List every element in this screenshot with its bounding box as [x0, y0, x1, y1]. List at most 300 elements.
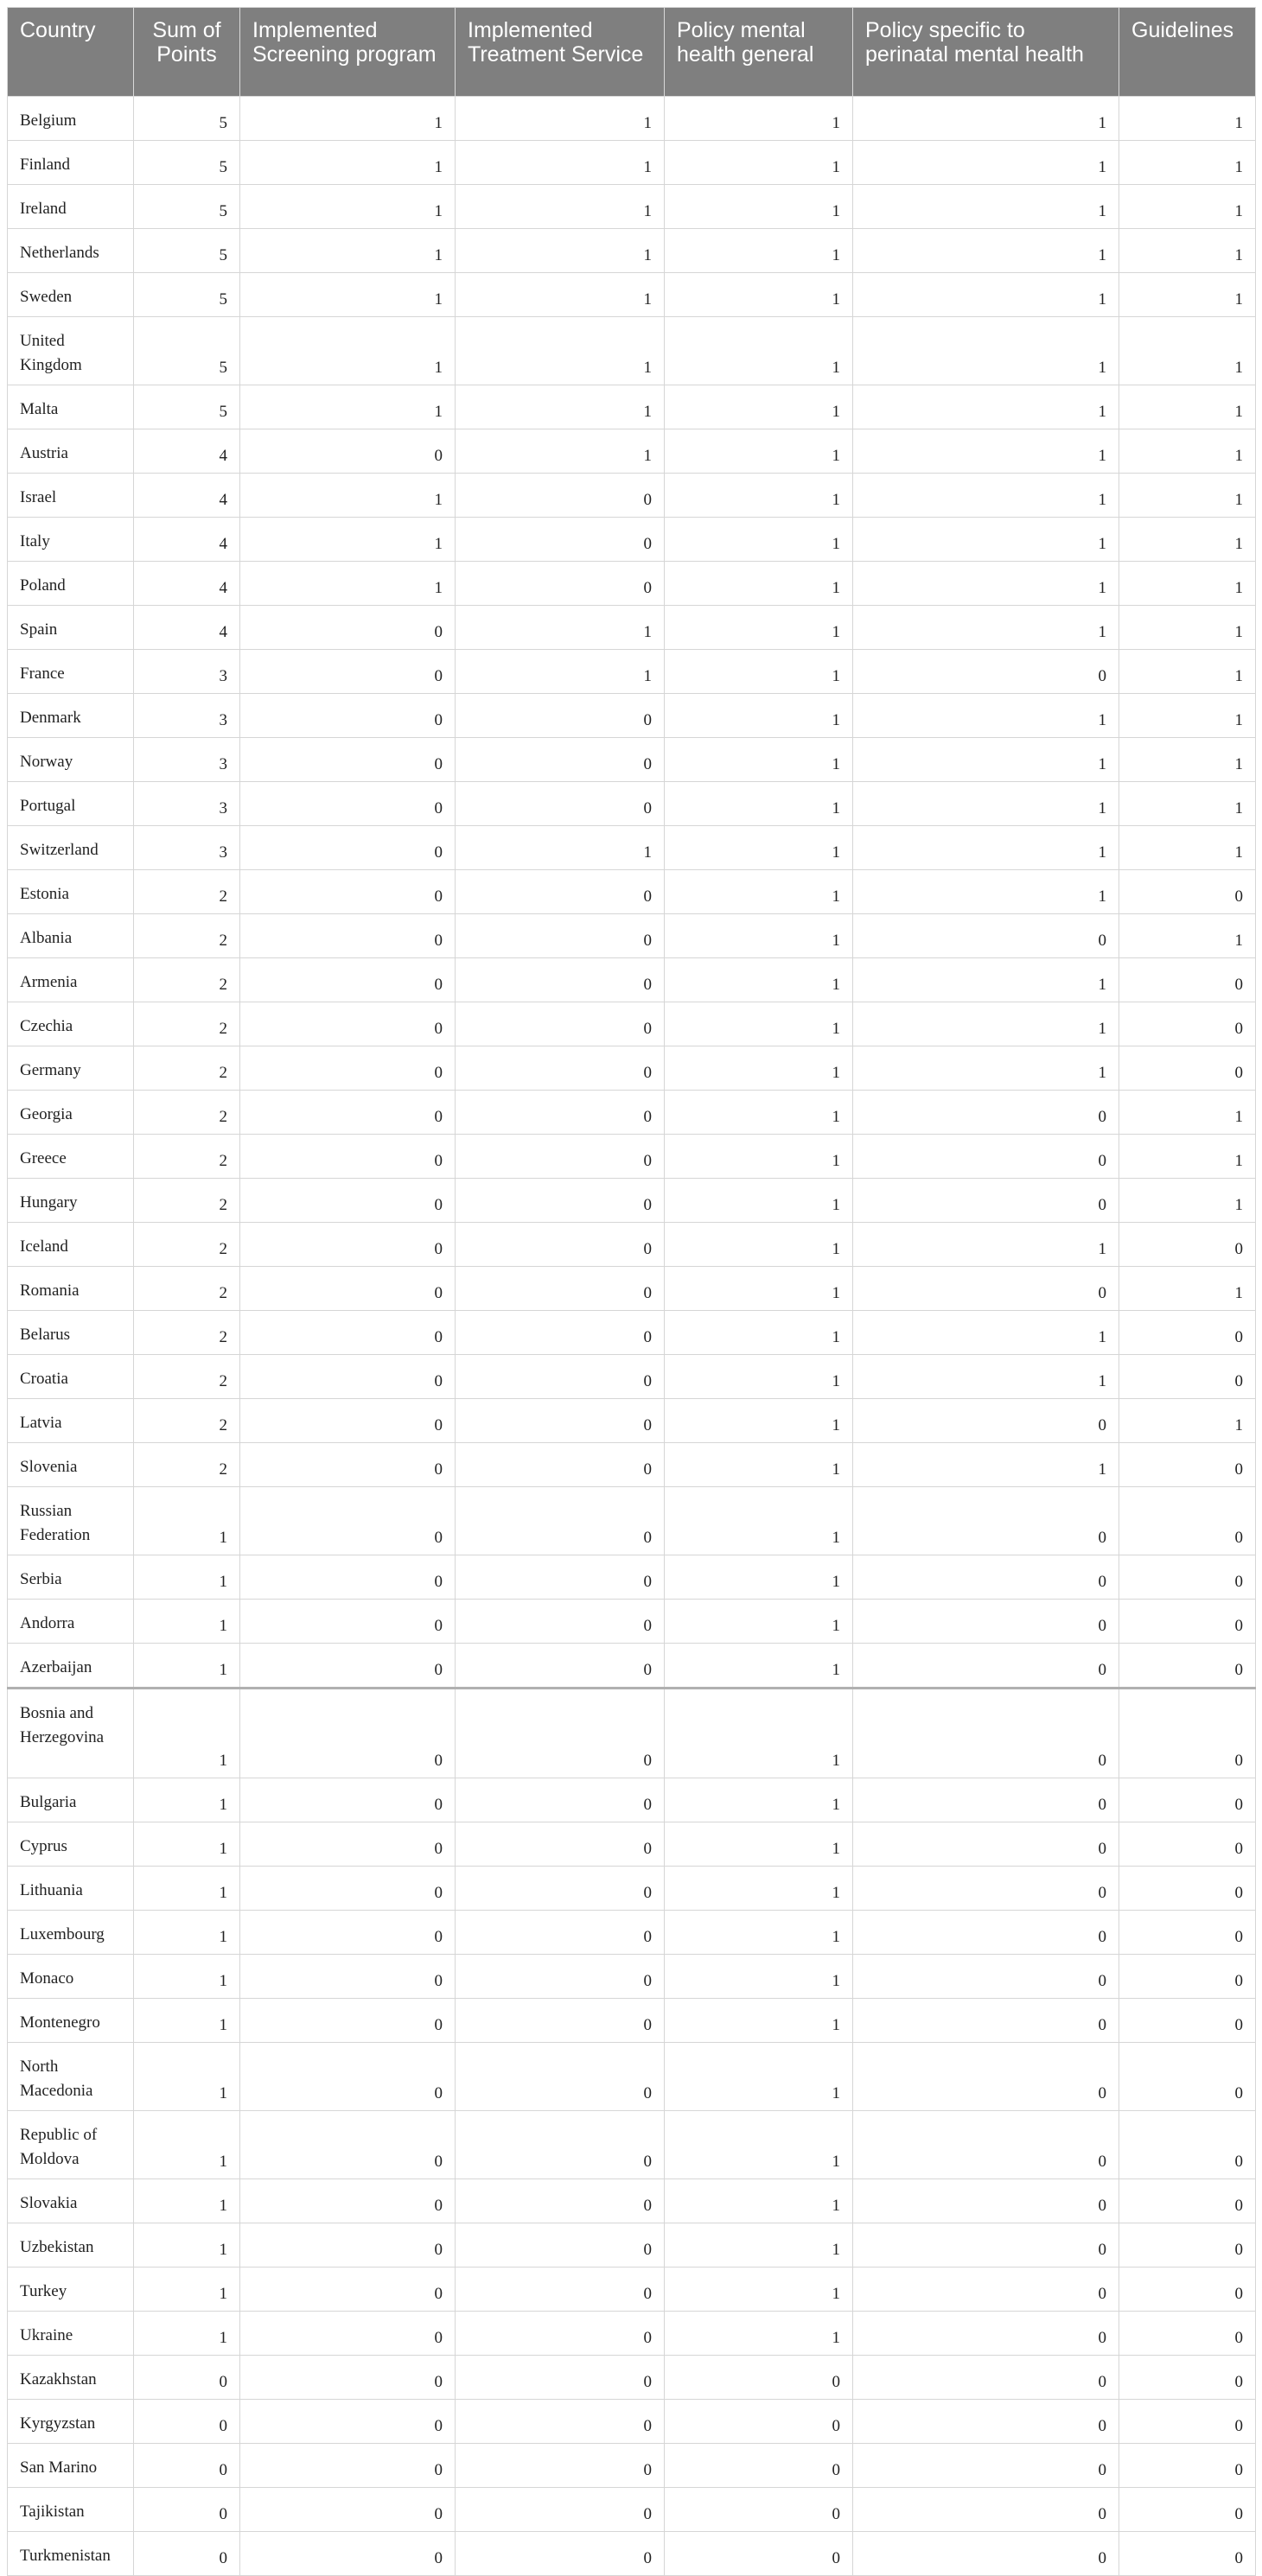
country-cell: Estonia — [8, 870, 134, 914]
policy-perinatal-cell: 0 — [853, 1091, 1119, 1135]
perinatal-mental-health-table — [7, 7, 1256, 2576]
policy-perinatal-cell: 0 — [853, 1135, 1119, 1179]
table-row — [8, 2312, 1256, 2356]
screening-cell: 0 — [240, 1267, 456, 1311]
table-row — [8, 1955, 1256, 1999]
policy-perinatal-cell: 0 — [853, 1267, 1119, 1311]
table-row — [8, 914, 1256, 958]
policy-general-cell: 1 — [665, 958, 853, 1002]
table-row — [8, 1689, 1256, 1778]
table-row — [8, 2488, 1256, 2532]
country-cell: Austria — [8, 429, 134, 474]
country-cell: Norway — [8, 738, 134, 782]
country-cell: Croatia — [8, 1355, 134, 1399]
guidelines-cell: 0 — [1119, 1311, 1256, 1355]
sum-cell: 2 — [134, 1002, 240, 1046]
table-row — [8, 1867, 1256, 1911]
table-row — [8, 1311, 1256, 1355]
sum-cell: 0 — [134, 2488, 240, 2532]
policy-perinatal-cell: 1 — [853, 870, 1119, 914]
country-cell: United Kingdom — [8, 317, 134, 385]
screening-cell: 0 — [240, 2488, 456, 2532]
country-cell: Russian Federation — [8, 1487, 134, 1555]
screening-cell: 0 — [240, 1355, 456, 1399]
policy-general-cell: 1 — [665, 1311, 853, 1355]
guidelines-cell: 0 — [1119, 1822, 1256, 1867]
treatment-cell: 0 — [456, 1999, 665, 2043]
guidelines-cell: 1 — [1119, 606, 1256, 650]
treatment-cell: 0 — [456, 562, 665, 606]
treatment-cell: 0 — [456, 1487, 665, 1555]
policy-perinatal-cell: 1 — [853, 185, 1119, 229]
treatment-cell: 0 — [456, 1002, 665, 1046]
policy-perinatal-cell: 0 — [853, 650, 1119, 694]
country-cell: Turkmenistan — [8, 2532, 134, 2576]
guidelines-cell: 1 — [1119, 650, 1256, 694]
country-cell: Belarus — [8, 1311, 134, 1355]
guidelines-cell: 1 — [1119, 385, 1256, 429]
guidelines-cell: 0 — [1119, 958, 1256, 1002]
guidelines-cell: 1 — [1119, 518, 1256, 562]
table-row — [8, 385, 1256, 429]
table-row — [8, 185, 1256, 229]
policy-general-cell: 1 — [665, 518, 853, 562]
guidelines-cell: 0 — [1119, 2043, 1256, 2111]
guidelines-cell: 1 — [1119, 914, 1256, 958]
policy-general-cell: 1 — [665, 1135, 853, 1179]
guidelines-cell: 0 — [1119, 2444, 1256, 2488]
treatment-cell: 0 — [456, 474, 665, 518]
guidelines-cell: 0 — [1119, 2223, 1256, 2268]
sum-cell: 5 — [134, 185, 240, 229]
policy-perinatal-cell: 1 — [853, 606, 1119, 650]
policy-perinatal-cell: 1 — [853, 958, 1119, 1002]
table-row — [8, 1443, 1256, 1487]
sum-cell: 2 — [134, 1046, 240, 1091]
guidelines-cell: 1 — [1119, 141, 1256, 185]
header-country: Country — [8, 8, 134, 97]
screening-cell: 0 — [240, 1135, 456, 1179]
sum-cell: 1 — [134, 1999, 240, 2043]
treatment-cell: 0 — [456, 2400, 665, 2444]
treatment-cell: 0 — [456, 1091, 665, 1135]
screening-cell: 1 — [240, 273, 456, 317]
policy-general-cell: 1 — [665, 1644, 853, 1689]
screening-cell: 0 — [240, 1311, 456, 1355]
table-row — [8, 1911, 1256, 1955]
table-row — [8, 1999, 1256, 2043]
screening-cell: 0 — [240, 2268, 456, 2312]
sum-cell: 4 — [134, 606, 240, 650]
screening-cell: 0 — [240, 2400, 456, 2444]
treatment-cell: 0 — [456, 2356, 665, 2400]
policy-general-cell: 1 — [665, 738, 853, 782]
screening-cell: 1 — [240, 229, 456, 273]
country-cell: Monaco — [8, 1955, 134, 1999]
country-cell: Tajikistan — [8, 2488, 134, 2532]
policy-perinatal-cell: 0 — [853, 2312, 1119, 2356]
policy-general-cell: 0 — [665, 2400, 853, 2444]
policy-perinatal-cell: 0 — [853, 1999, 1119, 2043]
header-policy-perinatal: Policy specific to perinatal mental health — [853, 8, 1119, 97]
guidelines-cell: 0 — [1119, 2268, 1256, 2312]
policy-general-cell: 1 — [665, 317, 853, 385]
guidelines-cell: 1 — [1119, 429, 1256, 474]
country-cell: North Macedonia — [8, 2043, 134, 2111]
header-guidelines: Guidelines — [1119, 8, 1256, 97]
policy-perinatal-cell: 1 — [853, 738, 1119, 782]
treatment-cell: 0 — [456, 1911, 665, 1955]
policy-general-cell: 1 — [665, 1911, 853, 1955]
treatment-cell: 0 — [456, 1867, 665, 1911]
treatment-cell: 0 — [456, 914, 665, 958]
treatment-cell: 0 — [456, 738, 665, 782]
treatment-cell: 0 — [456, 1179, 665, 1223]
table-row — [8, 782, 1256, 826]
country-cell: Uzbekistan — [8, 2223, 134, 2268]
policy-perinatal-cell: 0 — [853, 2488, 1119, 2532]
policy-perinatal-cell: 0 — [853, 1689, 1119, 1778]
policy-general-cell: 1 — [665, 562, 853, 606]
treatment-cell: 1 — [456, 97, 665, 141]
guidelines-cell: 0 — [1119, 1355, 1256, 1399]
policy-general-cell: 1 — [665, 229, 853, 273]
treatment-cell: 0 — [456, 2268, 665, 2312]
policy-general-cell: 0 — [665, 2532, 853, 2576]
country-cell: Bulgaria — [8, 1778, 134, 1822]
policy-perinatal-cell: 1 — [853, 562, 1119, 606]
guidelines-cell: 0 — [1119, 2488, 1256, 2532]
sum-cell: 2 — [134, 1223, 240, 1267]
table-row — [8, 1355, 1256, 1399]
screening-cell: 0 — [240, 2111, 456, 2179]
country-cell: Azerbaijan — [8, 1644, 134, 1689]
guidelines-cell: 1 — [1119, 229, 1256, 273]
treatment-cell: 0 — [456, 782, 665, 826]
sum-cell: 1 — [134, 1555, 240, 1600]
treatment-cell: 0 — [456, 1778, 665, 1822]
policy-perinatal-cell: 0 — [853, 2444, 1119, 2488]
sum-cell: 4 — [134, 474, 240, 518]
treatment-cell: 1 — [456, 229, 665, 273]
policy-general-cell: 1 — [665, 606, 853, 650]
screening-cell: 0 — [240, 1911, 456, 1955]
sum-cell: 5 — [134, 273, 240, 317]
treatment-cell: 0 — [456, 1267, 665, 1311]
table-row — [8, 1135, 1256, 1179]
policy-perinatal-cell: 0 — [853, 914, 1119, 958]
policy-perinatal-cell: 0 — [853, 1911, 1119, 1955]
screening-cell: 0 — [240, 782, 456, 826]
sum-cell: 1 — [134, 1822, 240, 1867]
country-cell: Sweden — [8, 273, 134, 317]
screening-cell: 0 — [240, 1002, 456, 1046]
country-cell: Albania — [8, 914, 134, 958]
screening-cell: 0 — [240, 1644, 456, 1689]
policy-perinatal-cell: 0 — [853, 2043, 1119, 2111]
table-row — [8, 2268, 1256, 2312]
treatment-cell: 0 — [456, 2043, 665, 2111]
guidelines-cell: 1 — [1119, 1267, 1256, 1311]
screening-cell: 0 — [240, 2532, 456, 2576]
country-cell: Italy — [8, 518, 134, 562]
treatment-cell: 1 — [456, 141, 665, 185]
policy-perinatal-cell: 1 — [853, 1311, 1119, 1355]
policy-perinatal-cell: 0 — [853, 1487, 1119, 1555]
guidelines-cell: 0 — [1119, 1555, 1256, 1600]
policy-general-cell: 1 — [665, 1778, 853, 1822]
policy-general-cell: 1 — [665, 826, 853, 870]
country-cell: Switzerland — [8, 826, 134, 870]
treatment-cell: 0 — [456, 1955, 665, 1999]
policy-general-cell: 1 — [665, 385, 853, 429]
table-row — [8, 2223, 1256, 2268]
sum-cell: 0 — [134, 2532, 240, 2576]
sum-cell: 2 — [134, 958, 240, 1002]
table-row — [8, 141, 1256, 185]
table-row — [8, 97, 1256, 141]
treatment-cell: 0 — [456, 1355, 665, 1399]
sum-cell: 1 — [134, 2111, 240, 2179]
policy-perinatal-cell: 0 — [853, 2179, 1119, 2223]
policy-general-cell: 1 — [665, 1487, 853, 1555]
table-row — [8, 1600, 1256, 1644]
treatment-cell: 1 — [456, 606, 665, 650]
header-policy-general: Policy mental health general — [665, 8, 853, 97]
policy-perinatal-cell: 1 — [853, 474, 1119, 518]
screening-cell: 0 — [240, 1179, 456, 1223]
policy-perinatal-cell: 1 — [853, 141, 1119, 185]
sum-cell: 1 — [134, 1644, 240, 1689]
table-body — [8, 97, 1256, 2576]
sum-cell: 3 — [134, 826, 240, 870]
policy-general-cell: 1 — [665, 2223, 853, 2268]
screening-cell: 0 — [240, 2223, 456, 2268]
guidelines-cell: 0 — [1119, 1689, 1256, 1778]
screening-cell: 0 — [240, 1443, 456, 1487]
guidelines-cell: 1 — [1119, 782, 1256, 826]
country-cell: Turkey — [8, 2268, 134, 2312]
policy-perinatal-cell: 0 — [853, 2400, 1119, 2444]
policy-perinatal-cell: 0 — [853, 1600, 1119, 1644]
policy-perinatal-cell: 1 — [853, 1443, 1119, 1487]
screening-cell: 0 — [240, 958, 456, 1002]
table-row — [8, 273, 1256, 317]
guidelines-cell: 0 — [1119, 1600, 1256, 1644]
sum-cell: 5 — [134, 229, 240, 273]
guidelines-cell: 0 — [1119, 1867, 1256, 1911]
header-treatment-service: Implemented Treatment Service — [456, 8, 665, 97]
policy-general-cell: 1 — [665, 1955, 853, 1999]
policy-perinatal-cell: 1 — [853, 518, 1119, 562]
screening-cell: 0 — [240, 1999, 456, 2043]
guidelines-cell: 1 — [1119, 1399, 1256, 1443]
treatment-cell: 0 — [456, 2532, 665, 2576]
treatment-cell: 1 — [456, 317, 665, 385]
sum-cell: 5 — [134, 317, 240, 385]
treatment-cell: 1 — [456, 650, 665, 694]
table-row — [8, 1179, 1256, 1223]
policy-perinatal-cell: 0 — [853, 1644, 1119, 1689]
table-row — [8, 2400, 1256, 2444]
screening-cell: 0 — [240, 2043, 456, 2111]
country-cell: Denmark — [8, 694, 134, 738]
policy-perinatal-cell: 1 — [853, 229, 1119, 273]
guidelines-cell: 0 — [1119, 2312, 1256, 2356]
country-cell: Iceland — [8, 1223, 134, 1267]
treatment-cell: 0 — [456, 518, 665, 562]
policy-general-cell: 0 — [665, 2356, 853, 2400]
table-row — [8, 958, 1256, 1002]
country-cell: Montenegro — [8, 1999, 134, 2043]
table-row — [8, 229, 1256, 273]
country-cell: Kazakhstan — [8, 2356, 134, 2400]
screening-cell: 0 — [240, 1091, 456, 1135]
policy-general-cell: 1 — [665, 914, 853, 958]
table-row — [8, 429, 1256, 474]
country-cell: Slovakia — [8, 2179, 134, 2223]
country-cell: Poland — [8, 562, 134, 606]
country-cell: Lithuania — [8, 1867, 134, 1911]
policy-general-cell: 1 — [665, 141, 853, 185]
screening-cell: 0 — [240, 650, 456, 694]
table-row — [8, 317, 1256, 385]
screening-cell: 0 — [240, 1778, 456, 1822]
guidelines-cell: 1 — [1119, 562, 1256, 606]
screening-cell: 0 — [240, 826, 456, 870]
sum-cell: 1 — [134, 1867, 240, 1911]
screening-cell: 0 — [240, 1399, 456, 1443]
table-row — [8, 826, 1256, 870]
treatment-cell: 0 — [456, 1223, 665, 1267]
table-row — [8, 870, 1256, 914]
screening-cell: 0 — [240, 870, 456, 914]
sum-cell: 2 — [134, 1399, 240, 1443]
policy-general-cell: 1 — [665, 1179, 853, 1223]
policy-general-cell: 0 — [665, 2444, 853, 2488]
sum-cell: 1 — [134, 2223, 240, 2268]
guidelines-cell: 0 — [1119, 1999, 1256, 2043]
sum-cell: 2 — [134, 1443, 240, 1487]
guidelines-cell: 1 — [1119, 97, 1256, 141]
country-cell: Kyrgyzstan — [8, 2400, 134, 2444]
policy-general-cell: 1 — [665, 1002, 853, 1046]
table-row — [8, 2444, 1256, 2488]
table-row — [8, 1046, 1256, 1091]
guidelines-cell: 0 — [1119, 1955, 1256, 1999]
sum-cell: 1 — [134, 1778, 240, 1822]
policy-perinatal-cell: 1 — [853, 1046, 1119, 1091]
guidelines-cell: 1 — [1119, 273, 1256, 317]
guidelines-cell: 0 — [1119, 1223, 1256, 1267]
treatment-cell: 0 — [456, 1311, 665, 1355]
sum-cell: 1 — [134, 1955, 240, 1999]
sum-cell: 0 — [134, 2400, 240, 2444]
country-cell: San Marino — [8, 2444, 134, 2488]
table-container — [7, 7, 1255, 2576]
treatment-cell: 0 — [456, 958, 665, 1002]
policy-perinatal-cell: 0 — [853, 1955, 1119, 1999]
table-row — [8, 1644, 1256, 1689]
guidelines-cell: 1 — [1119, 1135, 1256, 1179]
guidelines-cell: 1 — [1119, 738, 1256, 782]
screening-cell: 0 — [240, 1600, 456, 1644]
country-cell: Ireland — [8, 185, 134, 229]
sum-cell: 2 — [134, 1179, 240, 1223]
sum-cell: 3 — [134, 782, 240, 826]
treatment-cell: 0 — [456, 1822, 665, 1867]
policy-perinatal-cell: 0 — [853, 2223, 1119, 2268]
country-cell: Israel — [8, 474, 134, 518]
treatment-cell: 1 — [456, 273, 665, 317]
policy-general-cell: 1 — [665, 1223, 853, 1267]
table-row — [8, 562, 1256, 606]
header-row — [8, 8, 1256, 97]
policy-perinatal-cell: 0 — [853, 1399, 1119, 1443]
sum-cell: 1 — [134, 1487, 240, 1555]
treatment-cell: 0 — [456, 2223, 665, 2268]
policy-perinatal-cell: 1 — [853, 782, 1119, 826]
guidelines-cell: 0 — [1119, 2179, 1256, 2223]
table-row — [8, 1091, 1256, 1135]
screening-cell: 0 — [240, 738, 456, 782]
screening-cell: 0 — [240, 694, 456, 738]
screening-cell: 1 — [240, 474, 456, 518]
guidelines-cell: 1 — [1119, 1179, 1256, 1223]
treatment-cell: 0 — [456, 1443, 665, 1487]
policy-general-cell: 1 — [665, 474, 853, 518]
sum-cell: 1 — [134, 1689, 240, 1778]
policy-perinatal-cell: 0 — [853, 2268, 1119, 2312]
table-row — [8, 2179, 1256, 2223]
guidelines-cell: 0 — [1119, 2532, 1256, 2576]
country-cell: Bosnia and Herzegovina — [8, 1689, 134, 1778]
sum-cell: 3 — [134, 738, 240, 782]
table-row — [8, 518, 1256, 562]
treatment-cell: 0 — [456, 694, 665, 738]
policy-general-cell: 1 — [665, 1091, 853, 1135]
policy-perinatal-cell: 0 — [853, 2111, 1119, 2179]
guidelines-cell: 0 — [1119, 2400, 1256, 2444]
country-cell: Romania — [8, 1267, 134, 1311]
table-row — [8, 606, 1256, 650]
sum-cell: 0 — [134, 2444, 240, 2488]
table-row — [8, 2043, 1256, 2111]
policy-perinatal-cell: 1 — [853, 1002, 1119, 1046]
screening-cell: 0 — [240, 1223, 456, 1267]
sum-cell: 4 — [134, 562, 240, 606]
guidelines-cell: 1 — [1119, 474, 1256, 518]
table-row — [8, 1555, 1256, 1600]
country-cell: Armenia — [8, 958, 134, 1002]
policy-general-cell: 1 — [665, 1999, 853, 2043]
guidelines-cell: 0 — [1119, 1911, 1256, 1955]
sum-cell: 1 — [134, 1911, 240, 1955]
policy-general-cell: 1 — [665, 1355, 853, 1399]
sum-cell: 5 — [134, 141, 240, 185]
guidelines-cell: 0 — [1119, 1002, 1256, 1046]
policy-perinatal-cell: 0 — [853, 1555, 1119, 1600]
sum-cell: 2 — [134, 914, 240, 958]
table-row — [8, 1487, 1256, 1555]
treatment-cell: 0 — [456, 1046, 665, 1091]
policy-perinatal-cell: 1 — [853, 826, 1119, 870]
sum-cell: 2 — [134, 1311, 240, 1355]
sum-cell: 3 — [134, 650, 240, 694]
table-row — [8, 474, 1256, 518]
header-screening-program: Implemented Screening program — [240, 8, 456, 97]
treatment-cell: 0 — [456, 2488, 665, 2532]
